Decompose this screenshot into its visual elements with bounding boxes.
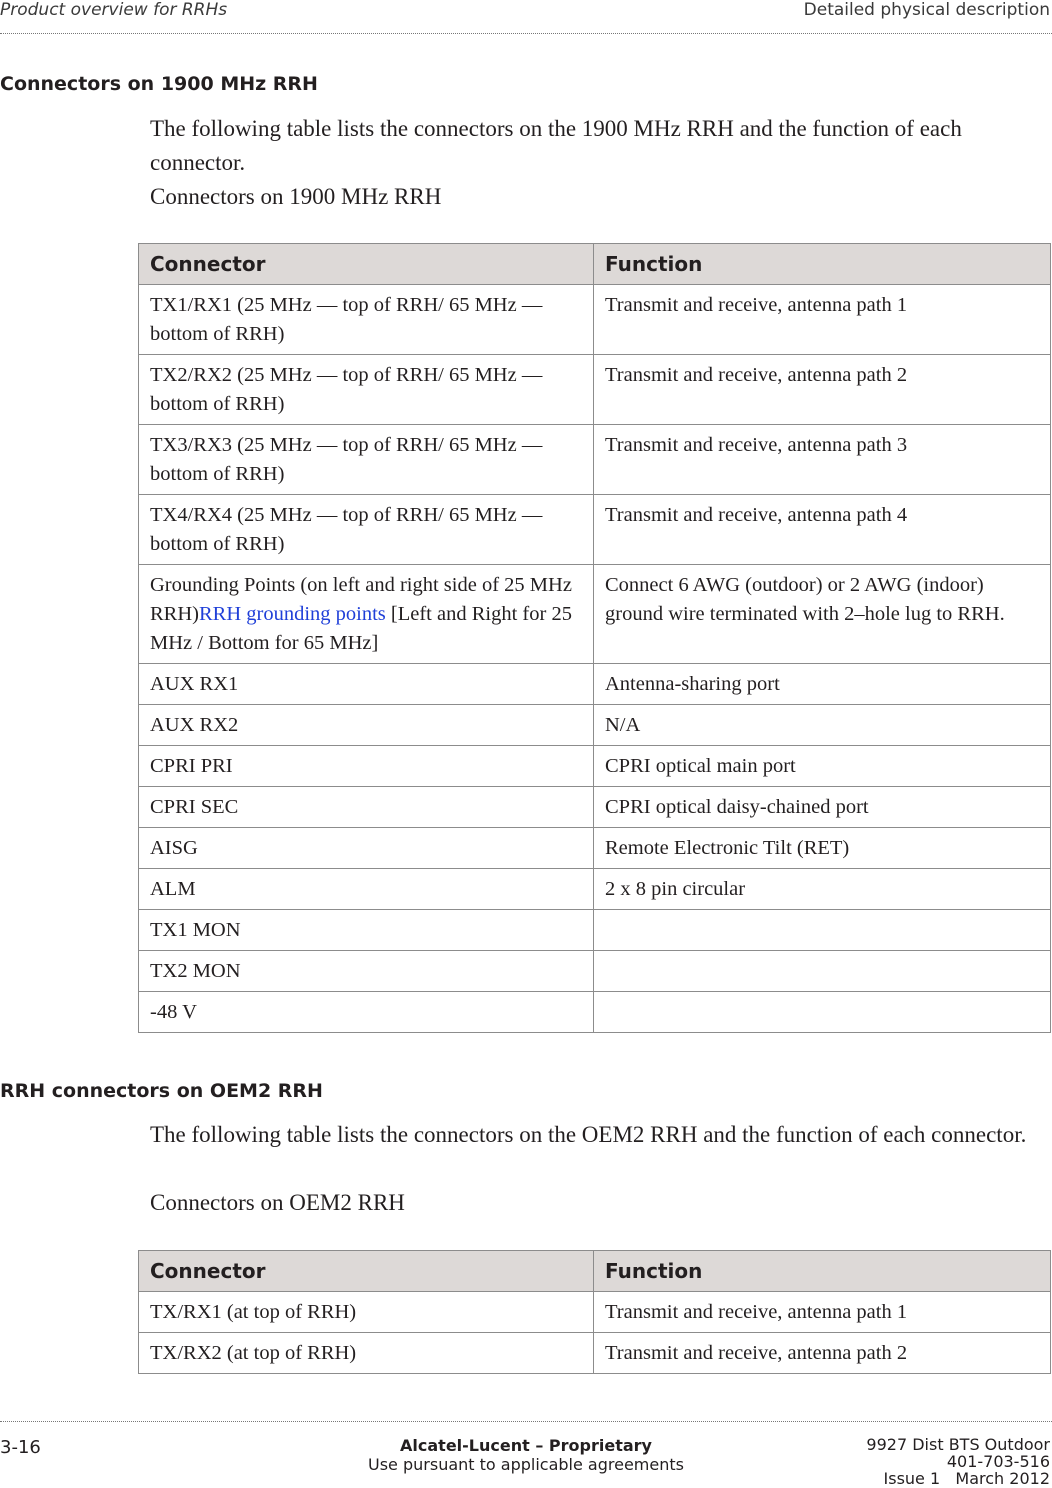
column-header-connector: Connector — [139, 244, 594, 285]
connector-cell: TX1/RX1 (25 MHz — top of RRH/ 65 MHz — bottom of RRH) — [139, 285, 594, 355]
section-title-1900: Connectors on 1900 MHz RRH — [0, 73, 318, 95]
connector-cell: CPRI PRI — [139, 746, 594, 787]
function-cell: N/A — [594, 705, 1051, 746]
running-header-left: Product overview for RRHs — [0, 0, 228, 20]
table-caption-oem2: Connectors on OEM2 RRH — [150, 1190, 405, 1215]
page-number: 3-16 — [0, 1437, 41, 1458]
function-cell: Transmit and receive, antenna path 2 — [594, 355, 1051, 425]
table-row — [139, 1292, 1051, 1333]
document-number: 401-703-516 — [946, 1452, 1050, 1471]
table-header-row — [139, 1251, 1051, 1292]
table-row — [139, 565, 1051, 664]
function-cell: Transmit and receive, antenna path 1 — [594, 285, 1051, 355]
function-cell: Transmit and receive, antenna path 1 — [594, 1292, 1051, 1333]
function-cell: Antenna-sharing port — [594, 664, 1051, 705]
table-row — [139, 664, 1051, 705]
column-header-connector: Connector — [139, 1251, 594, 1292]
connector-cell — [139, 565, 594, 664]
function-cell: CPRI optical main port — [594, 746, 1051, 787]
table-row — [139, 1333, 1051, 1374]
table-row — [139, 425, 1051, 495]
connectors-table-1900 — [138, 243, 1051, 1033]
function-cell: Connect 6 AWG (outdoor) or 2 AWG (indoor) ground wire terminated with 2–hole lug to RRH. — [594, 565, 1051, 664]
column-header-function: Function — [594, 244, 1051, 285]
connector-cell: TX2 MON — [139, 951, 594, 992]
document-info — [866, 1436, 1050, 1487]
section-title-oem2: RRH connectors on OEM2 RRH — [0, 1080, 323, 1102]
column-header-function: Function — [594, 1251, 1051, 1292]
connector-cell: TX/RX1 (at top of RRH) — [139, 1292, 594, 1333]
table-row — [139, 705, 1051, 746]
connector-cell: -48 V — [139, 992, 594, 1033]
connector-cell: AUX RX1 — [139, 664, 594, 705]
function-cell: Remote Electronic Tilt (RET) — [594, 828, 1051, 869]
usage-notice: Use pursuant to applicable agreements — [368, 1455, 684, 1474]
connector-cell: TX2/RX2 (25 MHz — top of RRH/ 65 MHz — bottom of RRH) — [139, 355, 594, 425]
connectors-table-oem2 — [138, 1250, 1051, 1374]
connector-cell: TX1 MON — [139, 910, 594, 951]
function-cell: 2 x 8 pin circular — [594, 869, 1051, 910]
table-row — [139, 951, 1051, 992]
function-cell: Transmit and receive, antenna path 4 — [594, 495, 1051, 565]
connector-cell: CPRI SEC — [139, 787, 594, 828]
connector-text: [Left and Right for 25 MHz / Bottom for 65 MHz] — [150, 603, 572, 654]
function-cell: Transmit and receive, antenna path 2 — [594, 1333, 1051, 1374]
table-row — [139, 992, 1051, 1033]
section-intro-oem2: The following table lists the connectors on the OEM2 RRH and the function of each connector. — [150, 1122, 1027, 1147]
table-row — [139, 787, 1051, 828]
table-header-row — [139, 244, 1051, 285]
connector-cell: AUX RX2 — [139, 705, 594, 746]
connector-cell: TX/RX2 (at top of RRH) — [139, 1333, 594, 1374]
connector-text: Grounding Points (on left and right side of 25 MHz RRH) — [150, 574, 572, 625]
product-name: 9927 Dist BTS Outdoor — [866, 1435, 1050, 1454]
connector-cell: ALM — [139, 869, 594, 910]
table-caption-1900: Connectors on 1900 MHz RRH — [150, 184, 442, 209]
header-divider — [0, 33, 1052, 34]
function-cell — [594, 992, 1051, 1033]
section-intro-1900: The following table lists the connectors on the 1900 MHz RRH and the function of each connector. — [150, 116, 962, 175]
table-row — [139, 828, 1051, 869]
table-row — [139, 285, 1051, 355]
issue-date: Issue 1 March 2012 — [883, 1469, 1050, 1488]
table-row — [139, 746, 1051, 787]
table-row — [139, 869, 1051, 910]
function-cell — [594, 910, 1051, 951]
function-cell: Transmit and receive, antenna path 3 — [594, 425, 1051, 495]
table-row — [139, 495, 1051, 565]
connector-cell: AISG — [139, 828, 594, 869]
rrh-grounding-points-link[interactable]: RRH grounding points — [198, 603, 386, 625]
function-cell — [594, 951, 1051, 992]
connector-cell: TX4/RX4 (25 MHz — top of RRH/ 65 MHz — bottom of RRH) — [139, 495, 594, 565]
table-row — [139, 910, 1051, 951]
table-row — [139, 355, 1051, 425]
connector-cell: TX3/RX3 (25 MHz — top of RRH/ 65 MHz — bottom of RRH) — [139, 425, 594, 495]
footer-divider — [0, 1421, 1052, 1422]
running-header-right: Detailed physical description — [803, 0, 1050, 20]
company-notice: Alcatel-Lucent – Proprietary — [400, 1436, 652, 1455]
function-cell: CPRI optical daisy-chained port — [594, 787, 1051, 828]
